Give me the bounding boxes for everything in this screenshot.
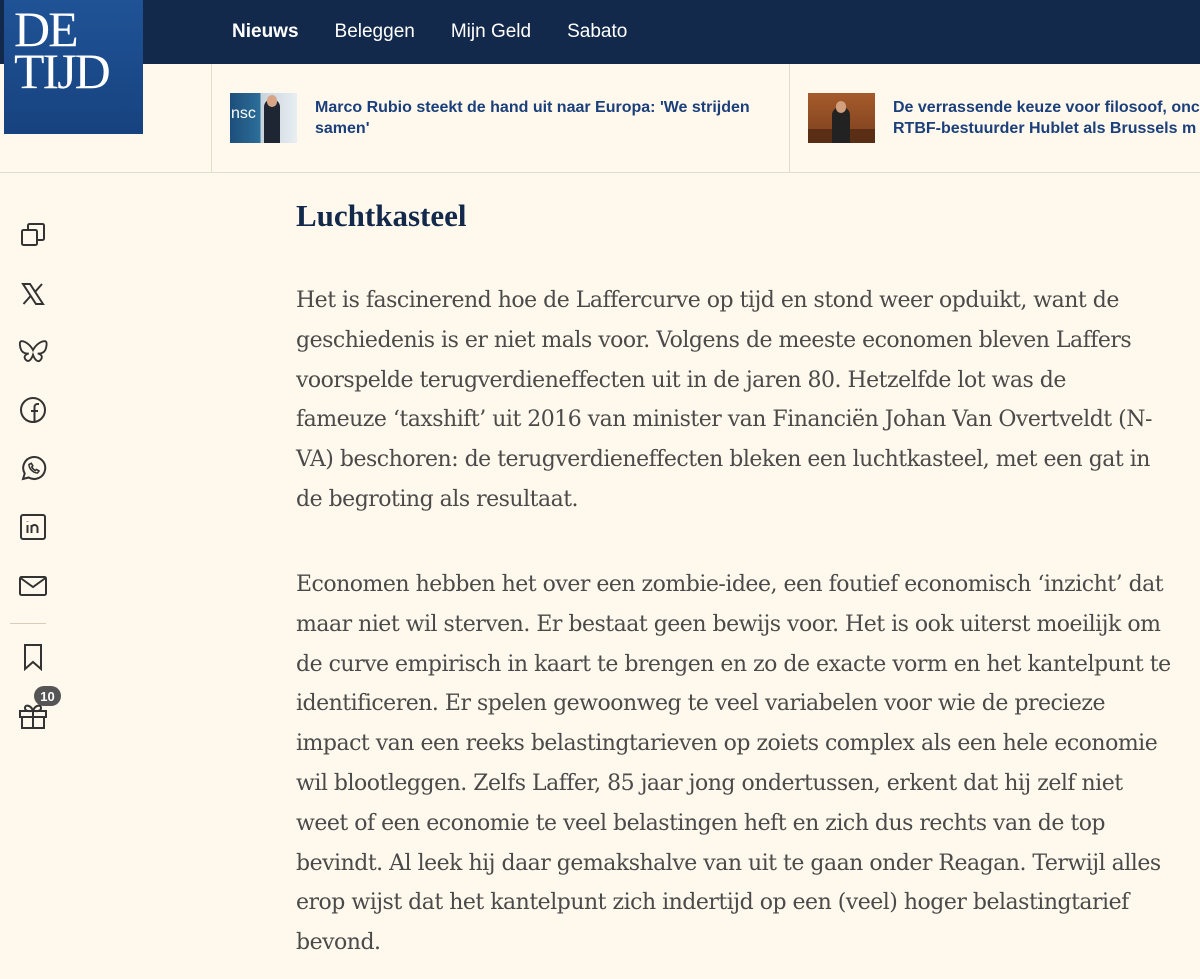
- logo-line-1: DE: [14, 1, 77, 57]
- copy-icon[interactable]: [18, 220, 48, 250]
- article-section-heading: Luchtkasteel: [296, 198, 467, 233]
- nav-item-nieuws[interactable]: Nieuws: [232, 21, 299, 42]
- article-body: [296, 196, 1176, 956]
- nav-item-mijn-geld[interactable]: Mijn Geld: [450, 21, 532, 42]
- top-navigation-bar: [0, 0, 1200, 64]
- main-nav: [232, 0, 663, 64]
- headline-thumbnail: [230, 93, 297, 143]
- bookmark-icon[interactable]: [18, 642, 48, 672]
- thumbnail-logo-text: nsc: [231, 105, 256, 122]
- linkedin-icon[interactable]: [18, 512, 48, 542]
- headline-item-rubio[interactable]: [211, 64, 790, 172]
- logo-line-2: TIJD: [14, 43, 109, 99]
- article-paragraph: Het is fascinerend hoe de Laffercurve op tijd en stond weer opduikt, want de geschiedenis is er niet mals voor. Volgens de meeste economen bleven Laffers voorspelde terugverdieneffecten uit in de jaren 80. Hetzelfde lot was de fameuze ‘taxshift’ uit 2016 van minister van Financiën Johan Van Overtveldt (N-VA) beschoren: de terugverdieneffecten bleken een luchtkasteel, met een gat in de begroting als resultaat.: [296, 288, 1152, 512]
- bluesky-icon[interactable]: [18, 337, 48, 367]
- nav-item-beleggen[interactable]: Beleggen: [334, 21, 415, 42]
- facebook-icon[interactable]: [18, 395, 48, 425]
- headline-item-hublet[interactable]: [789, 64, 1200, 172]
- x-icon[interactable]: [18, 279, 48, 309]
- headline-title[interactable]: Marco Rubio steekt de hand uit naar Europa: 'We strijden samen': [315, 99, 750, 137]
- headline-thumbnail: [808, 93, 875, 143]
- article-paragraph: Economen hebben het over een zombie-idee, een foutief economisch ‘inzicht’ dat maar niet wil sterven. Er bestaat geen bewijs voor. Het is ook uiterst moeilijk om de curve empirisch in kaart te brengen en zo de exacte vorm en het kantelpunt te identificeren. Er spelen gewoonweg te veel variabelen voor wie de precieze impact van een reeks belastingtarieven op zoiets complex als een hele economie wil blootleggen. Zelfs Laffer, 85 jaar jong ondertussen, erkent dat hij zelf niet weet of een economie te veel belastingen heft en zich dus rechts van de top bevindt. Al leek hij daar gemakshalve van uit te gaan onder Reagan. Terwijl alles erop wijst dat het kantelpunt zich indertijd op een (veel) hoger belastingtarief bevond.: [296, 572, 1171, 956]
- mail-icon[interactable]: [18, 571, 48, 601]
- headline-title-text: De verrassende keuze voor filosoof, onc RTBF-bestuurder Hublet als Brussels m: [893, 99, 1200, 137]
- headline-strip: [0, 64, 1200, 173]
- nav-item-sabato[interactable]: Sabato: [567, 21, 628, 42]
- gift-count-badge: 10: [34, 686, 61, 706]
- headline-title[interactable]: [893, 97, 1200, 139]
- de-tijd-logo[interactable]: [4, 0, 143, 134]
- sidebar-divider: [10, 623, 46, 624]
- whatsapp-icon[interactable]: [18, 454, 48, 484]
